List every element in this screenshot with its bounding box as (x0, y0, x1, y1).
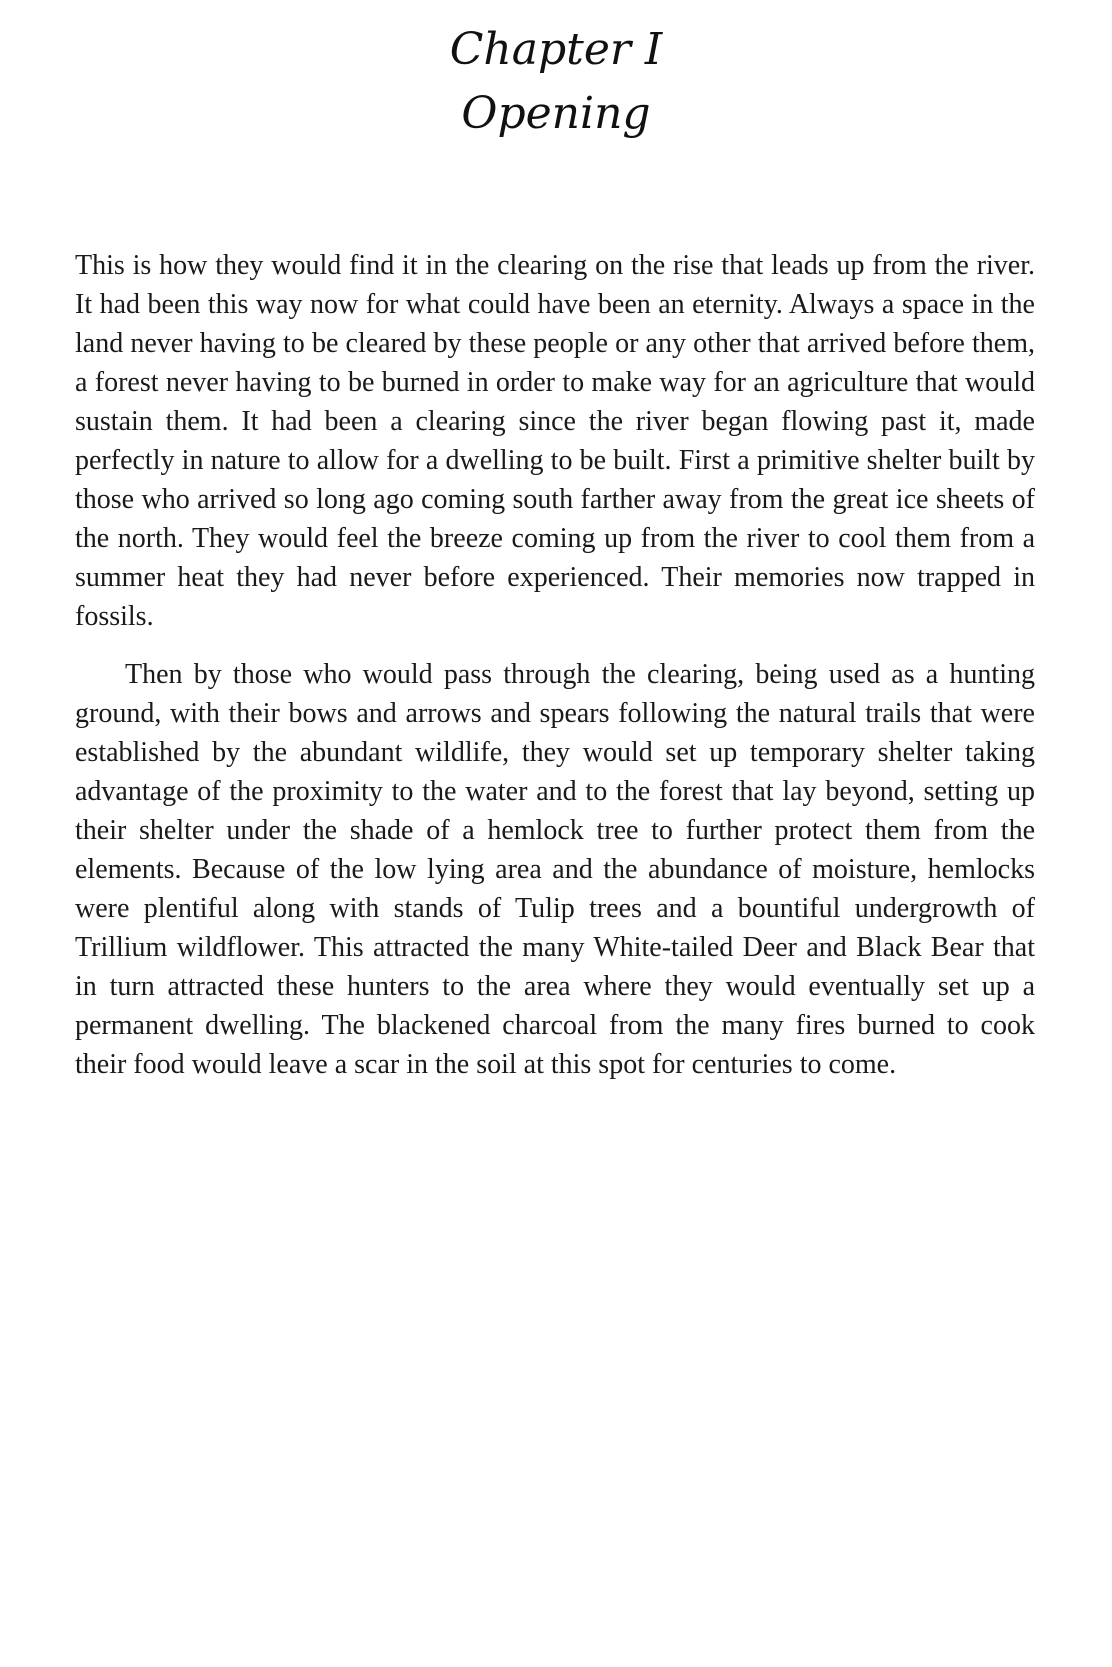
chapter-number: Chapter I (449, 24, 663, 75)
paragraph-2: Then by those who would pass through the clearing, being used as a hunting ground, with their bows and arrows and spears following the natural trails that were established by the abundant wildlife, they would set up temporary shelter taking advantage of the proximity to the water and to the forest that lay beyond, setting up their shelter under the shade of a hemlock tree to further protect them from the elements. Because of the low lying area and the abundance of moisture, hemlocks were plentiful along with stands of Tulip trees and a bountiful undergrowth of Trillium wildflower. This attracted the many White-tailed Deer and Black Bear that in turn attracted these hunters to the area where they would eventually set up a permanent dwelling. The blackened charcoal from the many fires burned to cook their food would leave a scar in the soil at this spot for centuries to come. (75, 659, 1035, 1080)
chapter-title: Opening (461, 88, 651, 139)
chapter-heading (0, 18, 1112, 146)
chapter-body (75, 246, 1035, 1084)
paragraph-1: This is how they would find it in the clearing on the rise that leads up from the river. It had been this way now for what could have been an eternity. Always a space in the land never having to be cleared by these people or any other that arrived before them, a forest never having to be burned in order to make way for an agriculture that would sustain them. It had been a clearing since the river began flowing past it, made perfectly in nature to allow for a dwelling to be built. First a primitive shelter built by those who arrived so long ago coming south farther away from the great ice sheets of the north. They would feel the breeze coming up from the river to cool them from a summer heat they had never before experienced. Their memories now trapped in fossils. (75, 250, 1035, 632)
